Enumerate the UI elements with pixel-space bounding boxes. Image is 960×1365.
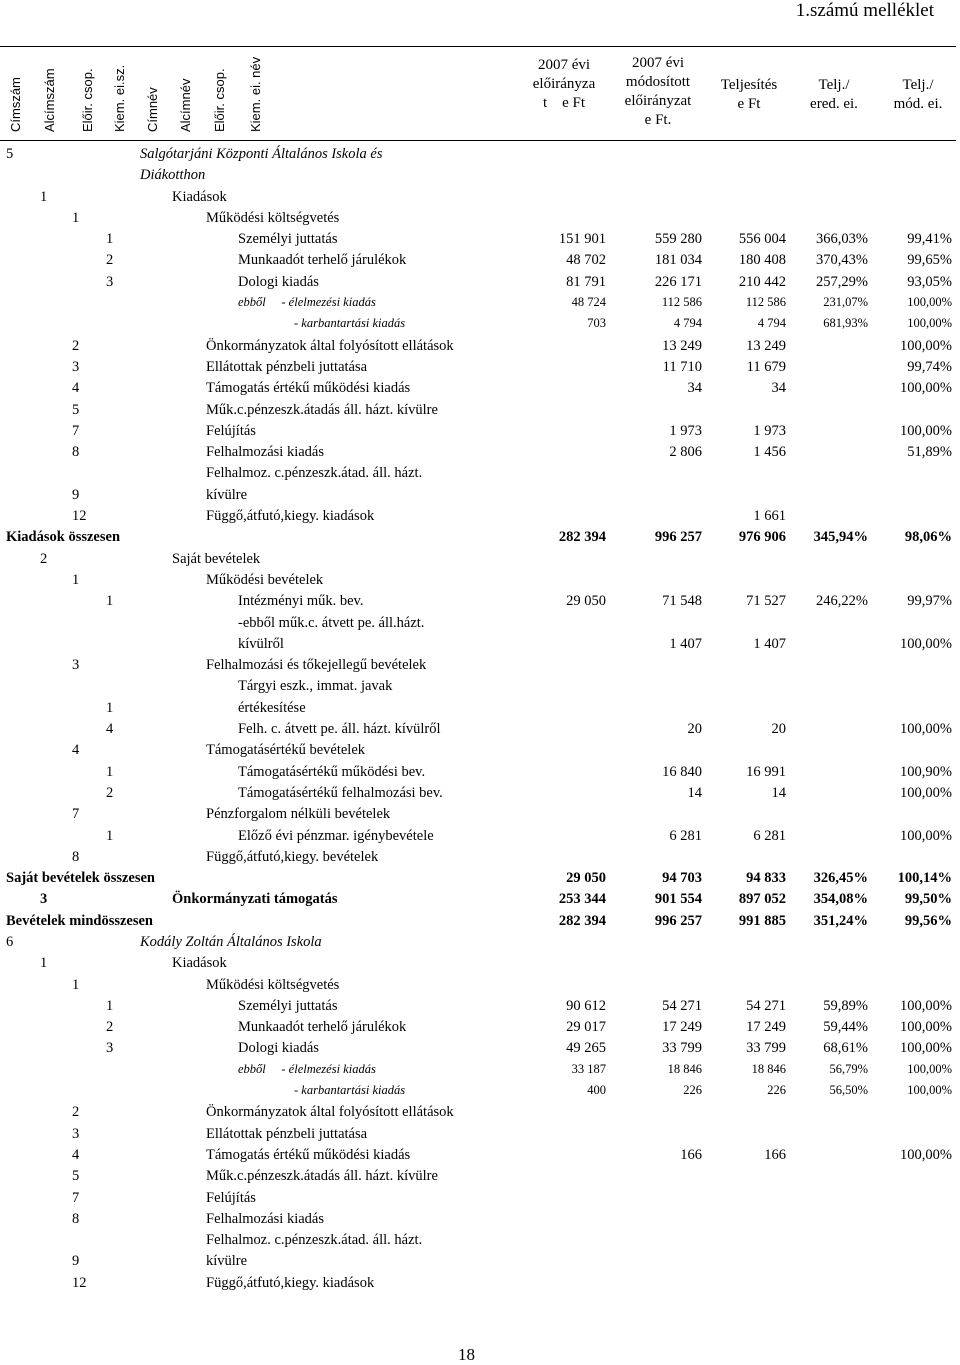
table-row xyxy=(0,164,960,185)
row-label: Felhalmozási kiadás xyxy=(206,444,324,461)
row-label: Saját bevételek összesen xyxy=(6,870,156,887)
row-value-col1: 253 344 xyxy=(558,891,606,908)
row-value-col4: 351,24% xyxy=(813,912,868,929)
table-row xyxy=(0,569,960,590)
row-value-col3: 11 679 xyxy=(746,358,786,375)
row-label: - karbantartási kiadás xyxy=(294,1083,406,1098)
row-value-col2: 94 703 xyxy=(662,870,702,887)
row-value-col4: 370,43% xyxy=(816,252,868,269)
row-label: Előző évi pénzmar. igénybevétele xyxy=(238,827,434,844)
annex-title: 1.számú melléklet xyxy=(795,0,934,21)
row-value-col2: 2 806 xyxy=(669,444,702,461)
row-value-col1: 400 xyxy=(587,1083,606,1098)
row-value-col2: 181 034 xyxy=(654,252,702,269)
row-value-col5: 100,00% xyxy=(907,1083,952,1098)
row-value-col3: 34 xyxy=(771,380,786,397)
row-value-col5: 100,00% xyxy=(900,1040,952,1057)
vertical-header-5: Címnév xyxy=(145,87,160,132)
table-row xyxy=(0,825,960,846)
row-code: 12 xyxy=(72,1274,87,1291)
table-row xyxy=(0,974,960,995)
row-value-col2: 54 271 xyxy=(662,997,702,1014)
row-code: 2 xyxy=(106,1019,114,1036)
row-label: Saját bevételek xyxy=(172,550,261,567)
row-value-col5: 100,00% xyxy=(900,422,952,439)
row-value-col4: 56,50% xyxy=(829,1083,868,1098)
row-label: Diákotthon xyxy=(140,167,206,184)
table-row xyxy=(0,1229,960,1250)
vertical-header-3: Előir. csop. xyxy=(80,68,95,132)
row-label: Működési költségvetés xyxy=(206,976,340,993)
row-code: 1 xyxy=(106,699,114,716)
header-line: előirányza xyxy=(532,76,596,92)
row-label: Tárgyi eszk., immat. javak xyxy=(238,678,393,695)
row-code: 3 xyxy=(72,358,80,375)
row-value-col5: 99,50% xyxy=(904,891,952,908)
header-line: 2007 évi xyxy=(631,55,685,71)
vertical-header-1: Címszám xyxy=(8,77,23,132)
table-row xyxy=(0,910,960,931)
row-code: 8 xyxy=(72,1210,80,1227)
row-code: 1 xyxy=(106,997,114,1014)
row-value-col3: 18 846 xyxy=(751,1061,786,1076)
row-value-col3: 17 249 xyxy=(746,1019,786,1036)
table-row xyxy=(0,548,960,569)
row-label: kívülre xyxy=(206,1253,248,1270)
row-label: Önkormányzatok által folyósított ellátások xyxy=(206,337,454,354)
row-value-col4: 681,93% xyxy=(823,316,868,331)
header-line: Teljesítés xyxy=(720,77,778,93)
table-row xyxy=(0,441,960,462)
row-label: Bevételek mindösszesen xyxy=(6,912,153,929)
header-perf-mod-pct xyxy=(880,76,956,114)
row-value-col3: 20 xyxy=(771,721,786,738)
row-label: Működési költségvetés xyxy=(206,209,340,226)
header-line: mód. ei. xyxy=(893,96,943,112)
row-label: Támogatásértékű felhalmozási bev. xyxy=(238,784,443,801)
row-value-col5: 100,90% xyxy=(900,763,952,780)
vertical-header-7: Előir. csop. xyxy=(212,68,227,132)
row-value-col5: 99,41% xyxy=(907,231,952,248)
table-row xyxy=(0,782,960,803)
header-line: Telj./ xyxy=(902,77,934,93)
header-line: 2007 évi xyxy=(537,57,591,73)
row-value-col5: 100,00% xyxy=(907,1061,952,1076)
table-row xyxy=(0,867,960,888)
table-row xyxy=(0,1123,960,1144)
row-value-col3: 33 799 xyxy=(746,1040,786,1057)
table-row xyxy=(0,1208,960,1229)
row-label: Ellátottak pénzbeli juttatása xyxy=(206,358,368,375)
table-row xyxy=(0,271,960,292)
row-value-col2: 996 257 xyxy=(654,912,702,929)
row-code: 7 xyxy=(72,422,80,439)
row-value-col5: 100,00% xyxy=(900,827,952,844)
row-code: 1 xyxy=(72,976,80,993)
row-value-col3: 210 442 xyxy=(738,273,786,290)
header-line: e Ft xyxy=(737,96,761,112)
table-row xyxy=(0,505,960,526)
vertical-header-8: Kiem. ei. név xyxy=(248,56,263,132)
row-value-col1: 33 187 xyxy=(571,1061,606,1076)
row-label: Felújítás xyxy=(206,1189,256,1206)
table-row xyxy=(0,931,960,952)
row-value-col5: 98,06% xyxy=(904,529,952,546)
row-code: 1 xyxy=(72,571,80,588)
row-value-col2: 71 548 xyxy=(662,593,702,610)
row-label: kívülről xyxy=(238,635,284,652)
row-code: 6 xyxy=(6,933,14,950)
table-row xyxy=(0,356,960,377)
table-row xyxy=(0,420,960,441)
row-value-col2: 16 840 xyxy=(662,763,702,780)
table-row xyxy=(0,399,960,420)
row-value-col4: 326,45% xyxy=(813,870,868,887)
row-label: Felhalmozási és tőkejellegű bevételek xyxy=(206,657,427,674)
row-value-col4: 56,79% xyxy=(829,1061,868,1076)
row-value-col3: 897 052 xyxy=(738,891,786,908)
row-code: 1 xyxy=(106,231,114,248)
table-row xyxy=(0,484,960,505)
table-row xyxy=(0,590,960,611)
row-code: 5 xyxy=(6,146,14,162)
header-original-budget xyxy=(522,56,606,113)
table-row xyxy=(0,952,960,973)
row-value-col2: 18 846 xyxy=(667,1061,702,1076)
row-label: Támogatás értékű működési kiadás xyxy=(206,1146,411,1163)
row-code: 2 xyxy=(72,337,80,354)
row-label: Munkaadót terhelő járulékok xyxy=(238,1019,407,1036)
row-label: Salgótarjáni Központi Általános Iskola és xyxy=(140,146,383,162)
row-value-col1: 90 612 xyxy=(566,997,606,1014)
page-number: 18 xyxy=(458,1345,475,1364)
row-label: Kodály Zoltán Általános Iskola xyxy=(140,933,322,950)
row-value-col2: 1 407 xyxy=(669,635,702,652)
row-value-col1: 81 791 xyxy=(566,273,606,290)
row-value-col5: 93,05% xyxy=(907,273,952,290)
table-row xyxy=(0,292,960,313)
row-code: 1 xyxy=(106,827,114,844)
row-value-col2: 14 xyxy=(687,784,702,801)
row-value-col3: 226 xyxy=(767,1083,786,1098)
row-code: 4 xyxy=(72,742,80,759)
row-value-col5: 99,56% xyxy=(904,912,952,929)
row-code: 9 xyxy=(72,486,80,503)
header-line: ered. ei. xyxy=(810,96,858,112)
table-row xyxy=(0,1059,960,1080)
row-code: 1 xyxy=(40,188,48,205)
row-value-col3: 1 407 xyxy=(753,635,786,652)
row-value-col3: 1 661 xyxy=(753,508,786,525)
row-value-col1: 282 394 xyxy=(558,912,606,929)
row-label: kívülre xyxy=(206,486,248,503)
row-label: Pénzforgalom nélküli bevételek xyxy=(206,806,391,823)
table-row xyxy=(0,654,960,675)
row-value-col3: 1 973 xyxy=(753,422,786,439)
header-top-rule xyxy=(0,46,956,47)
row-code: 3 xyxy=(40,891,48,908)
row-value-col5: 100,00% xyxy=(900,635,952,652)
row-value-col2: 17 249 xyxy=(662,1019,702,1036)
row-label: Dologi kiadás xyxy=(238,1040,319,1057)
row-label: Személyi juttatás xyxy=(238,231,338,248)
row-value-col2: 1 973 xyxy=(669,422,702,439)
row-value-col3: 6 281 xyxy=(753,827,786,844)
header-line: e Ft. xyxy=(644,112,672,128)
row-label: Munkaadót terhelő járulékok xyxy=(238,252,407,269)
budget-table xyxy=(0,143,960,1293)
table-row xyxy=(0,228,960,249)
row-label: Kiadások xyxy=(172,188,227,205)
row-code: 9 xyxy=(72,1253,80,1270)
table-row xyxy=(0,761,960,782)
row-value-col2: 13 249 xyxy=(662,337,702,354)
row-value-col3: 4 794 xyxy=(757,316,786,331)
row-label: Dologi kiadás xyxy=(238,273,319,290)
row-label: Önkormányzatok által folyósított ellátások xyxy=(206,1104,454,1121)
table-row xyxy=(0,1101,960,1122)
row-label: Felhalmoz. c.pénzeszk.átad. áll. házt. xyxy=(206,465,423,482)
row-label: Intézményi műk. bev. xyxy=(238,593,364,610)
table-row xyxy=(0,697,960,718)
row-code: 2 xyxy=(40,550,48,567)
row-code: 4 xyxy=(72,380,80,397)
header-line: Telj./ xyxy=(818,77,850,93)
row-label: Felújítás xyxy=(206,422,256,439)
table-row xyxy=(0,526,960,547)
row-value-col4: 354,08% xyxy=(813,891,868,908)
row-code: 3 xyxy=(106,1040,114,1057)
header-bottom-rule xyxy=(0,140,956,141)
table-row xyxy=(0,186,960,207)
table-row xyxy=(0,313,960,334)
row-value-col2: 112 586 xyxy=(661,295,702,310)
table-row xyxy=(0,143,960,164)
row-code: 2 xyxy=(106,252,114,269)
row-value-col5: 51,89% xyxy=(907,444,952,461)
header-modified-budget xyxy=(612,54,704,130)
table-row xyxy=(0,1272,960,1293)
row-value-col2: 6 281 xyxy=(669,827,702,844)
row-value-col1: 48 724 xyxy=(571,295,606,310)
row-value-col5: 99,74% xyxy=(907,358,952,375)
row-code: 1 xyxy=(72,209,80,226)
row-value-col1: 151 901 xyxy=(558,231,606,248)
table-row xyxy=(0,718,960,739)
row-label: Támogatásértékű bevételek xyxy=(206,742,366,759)
vertical-header-6: Alcímnév xyxy=(178,78,193,132)
row-code: 5 xyxy=(72,401,80,418)
row-value-col3: 54 271 xyxy=(746,997,786,1014)
row-label: ebből - élelmezési kiadás xyxy=(238,1061,376,1076)
table-row xyxy=(0,1165,960,1186)
table-row xyxy=(0,1144,960,1165)
row-code: 8 xyxy=(72,444,80,461)
row-value-col4: 59,89% xyxy=(823,997,868,1014)
row-value-col4: 366,03% xyxy=(816,231,868,248)
row-value-col1: 282 394 xyxy=(558,529,606,546)
table-row xyxy=(0,1250,960,1271)
table-row xyxy=(0,675,960,696)
row-code: 4 xyxy=(72,1146,80,1163)
row-value-col3: 71 527 xyxy=(746,593,786,610)
row-value-col5: 100,00% xyxy=(907,316,952,331)
row-value-col4: 231,07% xyxy=(823,295,868,310)
row-value-col5: 100,00% xyxy=(900,1019,952,1036)
row-label: Műk.c.pénzeszk.átadás áll. házt. kívülre xyxy=(206,401,438,418)
row-label: Támogatásértékű működési bev. xyxy=(238,763,426,780)
row-value-col2: 20 xyxy=(687,721,702,738)
table-row xyxy=(0,803,960,824)
row-value-col2: 996 257 xyxy=(654,529,702,546)
row-value-col4: 246,22% xyxy=(816,593,868,610)
table-row xyxy=(0,1187,960,1208)
table-row xyxy=(0,633,960,654)
row-code: 5 xyxy=(72,1168,80,1185)
header-line: előirányzat xyxy=(624,93,692,109)
row-value-col2: 166 xyxy=(680,1146,702,1163)
row-value-col2: 226 171 xyxy=(654,273,702,290)
table-row xyxy=(0,846,960,867)
row-value-col2: 33 799 xyxy=(662,1040,702,1057)
row-value-col1: 29 050 xyxy=(566,593,606,610)
row-value-col1: 29 017 xyxy=(566,1019,606,1036)
row-code: 12 xyxy=(72,508,87,525)
row-value-col1: 29 050 xyxy=(566,870,606,887)
row-value-col4: 59,44% xyxy=(823,1019,868,1036)
row-label: - karbantartási kiadás xyxy=(294,316,406,331)
row-value-col3: 94 833 xyxy=(746,870,786,887)
header-line: t e Ft xyxy=(542,95,586,111)
row-value-col1: 48 702 xyxy=(566,252,606,269)
row-code: 3 xyxy=(72,657,80,674)
header-line: módosított xyxy=(625,74,691,90)
row-code: 2 xyxy=(72,1104,80,1121)
row-code: 4 xyxy=(106,721,114,738)
row-code: 7 xyxy=(72,806,80,823)
row-value-col4: 345,94% xyxy=(813,529,868,546)
table-row xyxy=(0,1016,960,1037)
row-value-col5: 99,97% xyxy=(907,593,952,610)
row-value-col2: 559 280 xyxy=(654,231,702,248)
row-label: Felh. c. átvett pe. áll. házt. kívülről xyxy=(238,721,441,738)
row-code: 7 xyxy=(72,1189,80,1206)
row-label: -ebből műk.c. átvett pe. áll.házt. xyxy=(238,614,425,631)
table-row xyxy=(0,888,960,909)
table-row xyxy=(0,377,960,398)
row-code: 1 xyxy=(40,955,48,972)
row-value-col4: 257,29% xyxy=(816,273,868,290)
row-code: 8 xyxy=(72,848,80,865)
row-value-col3: 556 004 xyxy=(738,231,786,248)
row-code: 1 xyxy=(106,763,114,780)
table-row xyxy=(0,249,960,270)
row-value-col3: 112 586 xyxy=(745,295,786,310)
row-label: Függő,átfutó,kiegy. kiadások xyxy=(206,1274,375,1291)
row-value-col1: 49 265 xyxy=(566,1040,606,1057)
row-code: 2 xyxy=(106,784,114,801)
row-value-col5: 100,14% xyxy=(897,870,952,887)
row-label: Személyi juttatás xyxy=(238,997,338,1014)
row-value-col3: 976 906 xyxy=(738,529,786,546)
row-code: 1 xyxy=(106,593,114,610)
row-value-col2: 11 710 xyxy=(662,358,702,375)
row-label: értékesítése xyxy=(238,699,306,716)
table-row xyxy=(0,995,960,1016)
row-value-col2: 226 xyxy=(683,1083,702,1098)
row-label: Kiadások xyxy=(172,955,227,972)
row-label: Működési bevételek xyxy=(206,571,324,588)
vertical-header-4: Kiem. ei.sz. xyxy=(112,64,127,132)
row-label: Ellátottak pénzbeli juttatása xyxy=(206,1125,368,1142)
table-row xyxy=(0,335,960,356)
row-label: Kiadások összesen xyxy=(6,529,121,546)
row-value-col3: 13 249 xyxy=(746,337,786,354)
row-label: Függő,átfutó,kiegy. kiadások xyxy=(206,508,375,525)
row-code: 3 xyxy=(72,1125,80,1142)
row-value-col3: 180 408 xyxy=(738,252,786,269)
vertical-header-2: Alcímszám xyxy=(42,68,57,132)
row-value-col3: 16 991 xyxy=(746,763,786,780)
row-label: Műk.c.pénzeszk.átadás áll. házt. kívülre xyxy=(206,1168,438,1185)
row-value-col5: 100,00% xyxy=(900,721,952,738)
row-value-col2: 34 xyxy=(687,380,702,397)
row-value-col3: 14 xyxy=(771,784,786,801)
row-value-col5: 100,00% xyxy=(907,295,952,310)
header-perf-orig-pct xyxy=(796,76,872,114)
row-label: Önkormányzati támogatás xyxy=(172,891,338,908)
row-value-col5: 100,00% xyxy=(900,784,952,801)
row-value-col3: 166 xyxy=(764,1146,786,1163)
row-value-col2: 901 554 xyxy=(654,891,702,908)
row-value-col5: 100,00% xyxy=(900,380,952,397)
table-row xyxy=(0,612,960,633)
row-value-col5: 99,65% xyxy=(907,252,952,269)
row-label: Függő,átfutó,kiegy. bevételek xyxy=(206,848,379,865)
row-value-col5: 100,00% xyxy=(900,337,952,354)
row-value-col1: 703 xyxy=(587,316,606,331)
row-value-col3: 1 456 xyxy=(753,444,786,461)
row-label: Felhalmoz. c.pénzeszk.átad. áll. házt. xyxy=(206,1232,423,1249)
row-label: Támogatás értékű működési kiadás xyxy=(206,380,411,397)
row-value-col2: 4 794 xyxy=(673,316,702,331)
row-value-col5: 100,00% xyxy=(900,1146,952,1163)
table-row xyxy=(0,1080,960,1101)
table-row xyxy=(0,1037,960,1058)
row-label: ebből - élelmezési kiadás xyxy=(238,295,376,310)
row-value-col5: 100,00% xyxy=(900,997,952,1014)
row-value-col3: 991 885 xyxy=(738,912,786,929)
row-label: Felhalmozási kiadás xyxy=(206,1210,324,1227)
row-code: 3 xyxy=(106,273,114,290)
row-value-col4: 68,61% xyxy=(823,1040,868,1057)
table-row xyxy=(0,739,960,760)
header-performance xyxy=(708,76,790,114)
table-row xyxy=(0,207,960,228)
table-row xyxy=(0,462,960,483)
